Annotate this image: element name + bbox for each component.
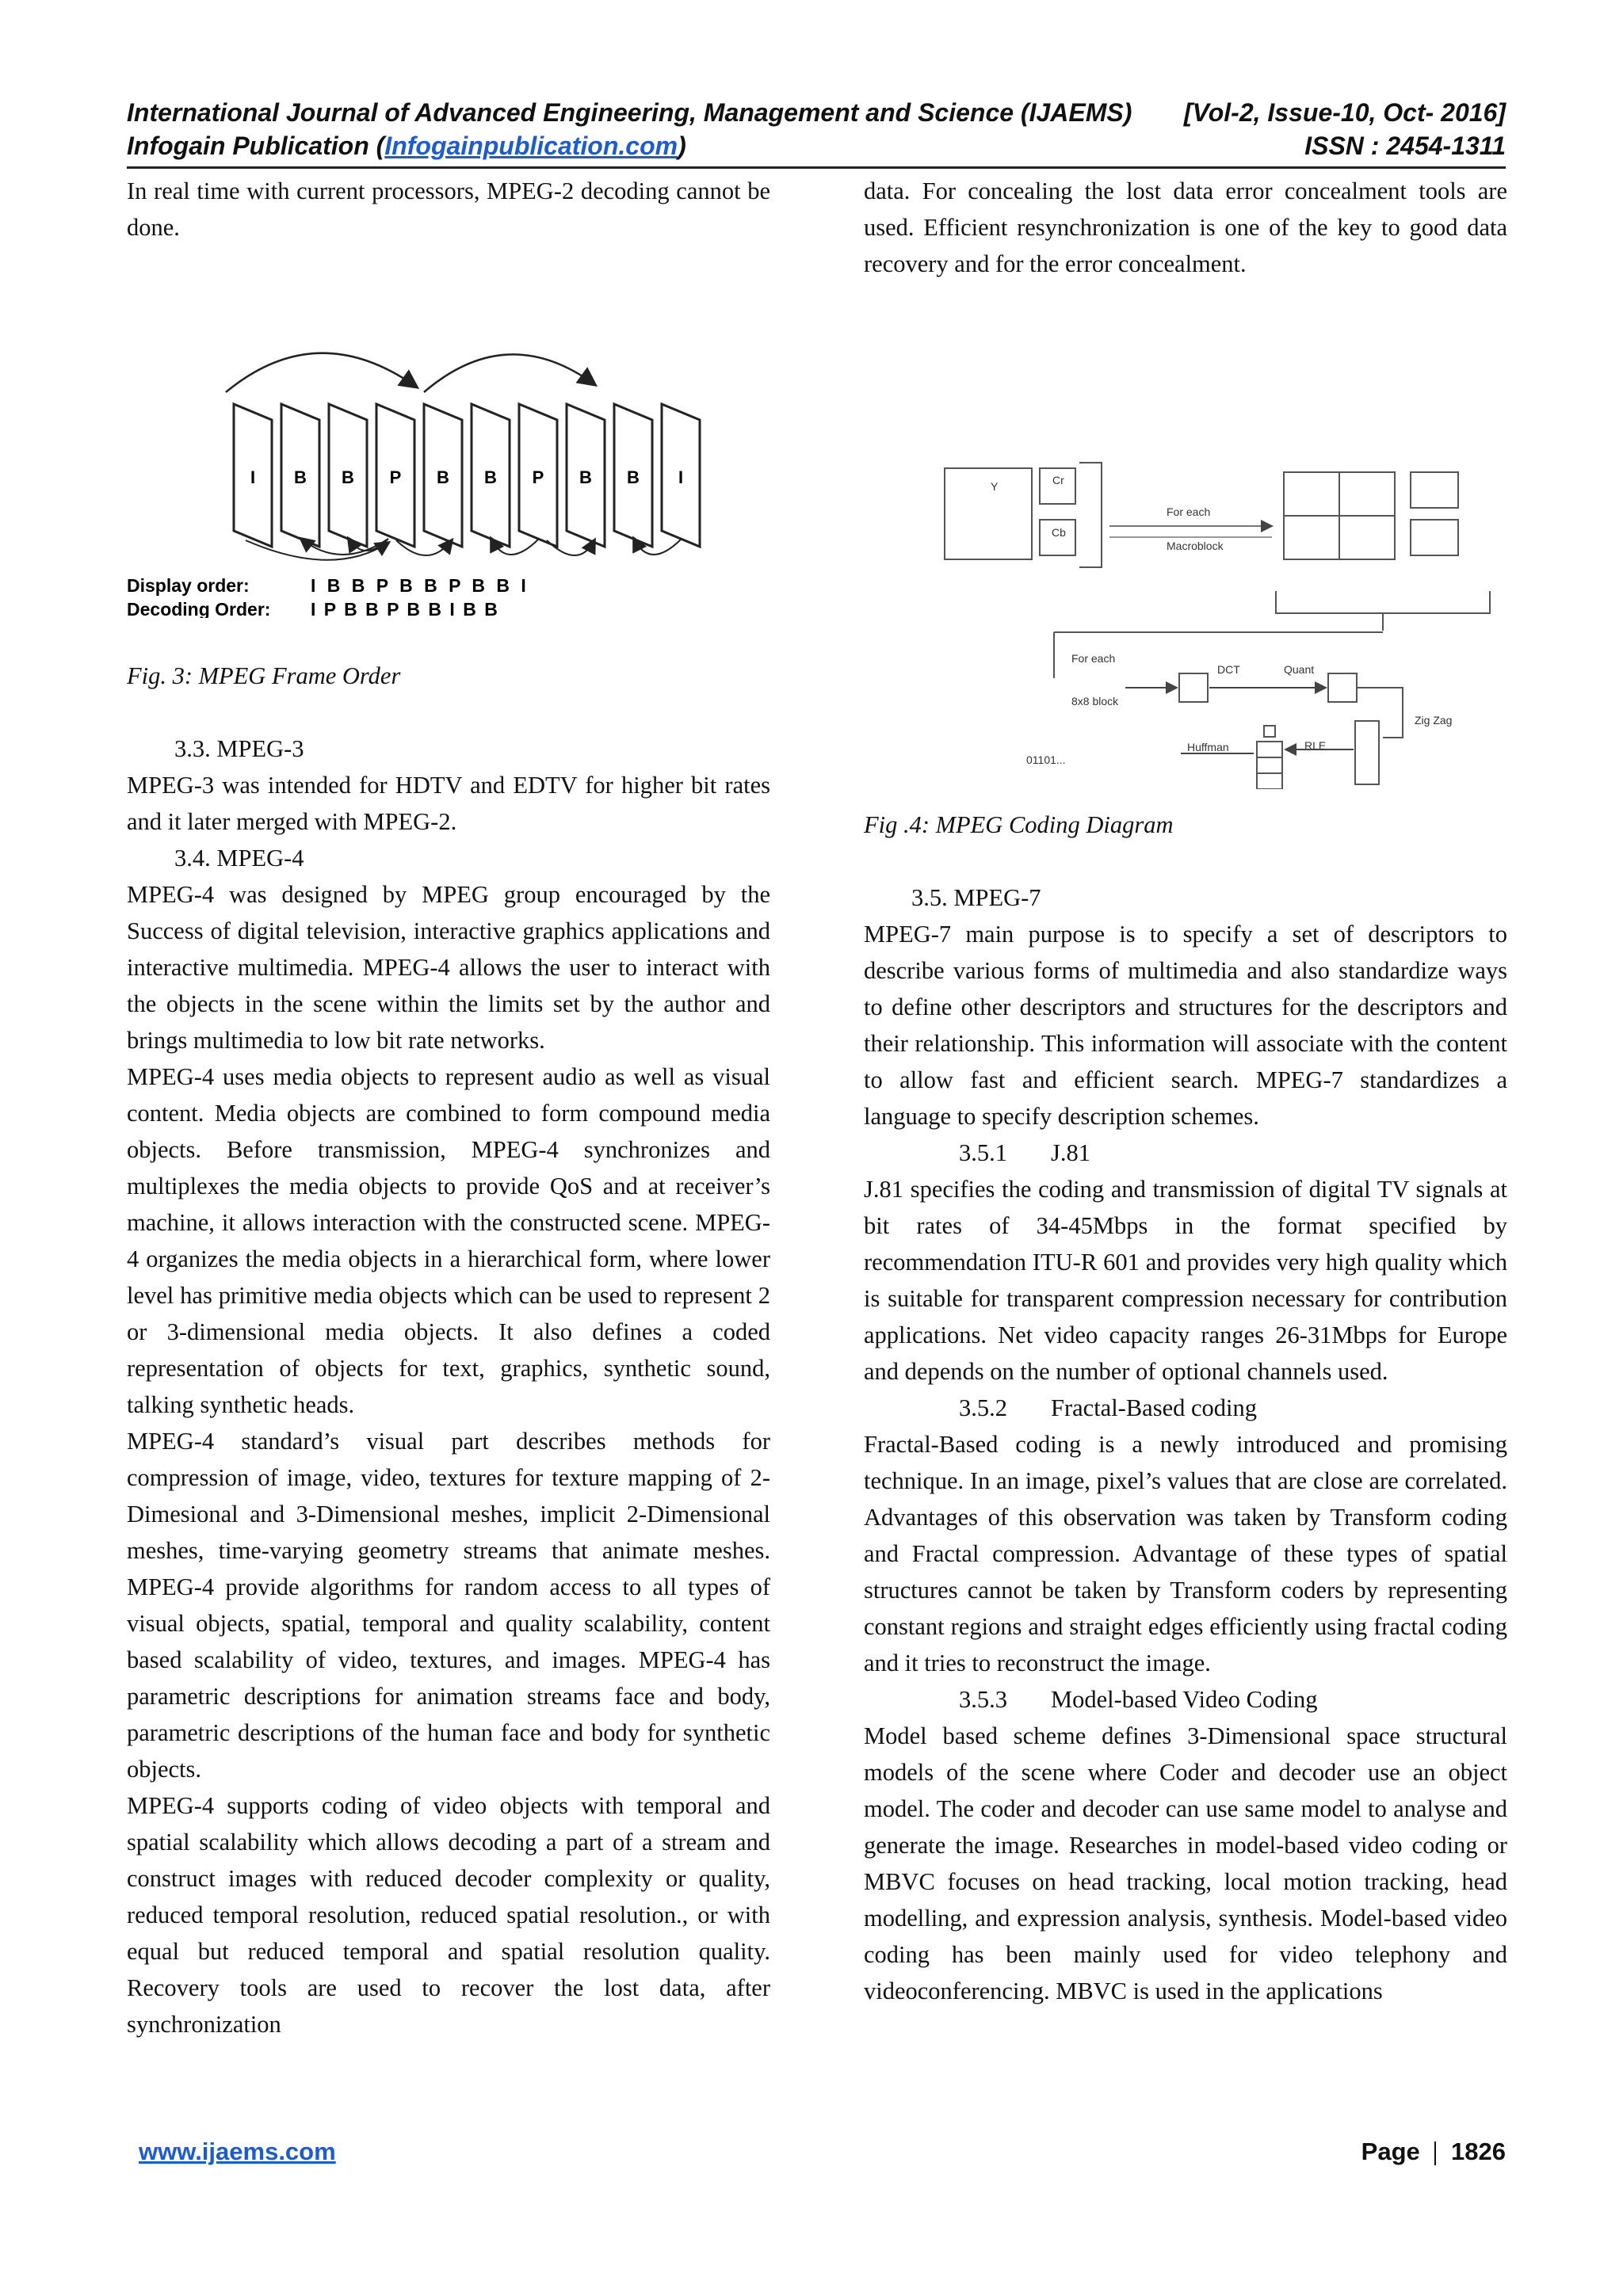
publisher-link[interactable]: Infogainpublication.com (384, 132, 678, 160)
label-cr: Cr (1052, 474, 1064, 486)
label-dct: DCT (1217, 663, 1240, 676)
frame-label: B (484, 467, 497, 487)
figure-3 (127, 246, 770, 658)
section-heading-3-5 (864, 879, 1507, 916)
mpeg-coding-diagram (864, 282, 1507, 789)
section-heading-3-5-1 (864, 1135, 1507, 1171)
figure-4-caption: Fig .4: MPEG Coding Diagram (864, 811, 1174, 838)
journal-title: International Journal of Advanced Engineering, Management and Science (IJAEMS) (127, 98, 1132, 127)
frame-label: B (294, 467, 307, 487)
paragraph: MPEG-4 uses media objects to represent audio as well as visual content. Media objects are combined to form compound media objects. Before transmission, MPEG-4 synchronizes and multiplexes the media objects to provide QoS and at receiver’s machine, it allows interaction with the constructed scene. MPEG-4 organizes the media objects in a hierarchical form, where lower level has primitive media objects which can be used to represent 2 or 3-dimensional media objects. It also defines a coded representation of objects for text, graphics, synthetic sound, talking synthetic heads. (127, 1063, 770, 1418)
frame-stack (234, 404, 700, 547)
label-quant: Quant (1284, 663, 1315, 676)
section-number: 3.5.1 (959, 1139, 1007, 1166)
running-header-line2 (127, 130, 1506, 162)
paragraph: MPEG-4 standard’s visual part describes methods for compression of image, video, textures for texture mapping of 2-Dimesional and 3-Dimensional meshes, implicit 2-Dimensional meshes, time-varying geometry streams that animate meshes. MPEG-4 provide algorithms for random access to all types of visual objects, spatial, temporal and quality scalability, content based scalability of video, textures, and images. MPEG-4 has parametric descriptions for animation streams face and body, parametric descriptions of the human face and body for synthetic objects. (127, 1428, 770, 1783)
publisher-prefix: Infogain Publication ( (127, 132, 385, 160)
decoding-order-sequence: I P B B P B B I B B (311, 599, 499, 618)
label-for-each-2: For each (1071, 652, 1116, 665)
display-order-label: Display order: (127, 575, 250, 596)
label-8x8-block: 8x8 block (1071, 695, 1119, 707)
paragraph: data. For concealing the lost data error concealment tools are used. Efficient resynchronization is one of the key to good data recovery and for the error concealment. (864, 177, 1507, 277)
left-column (127, 173, 770, 2042)
decoding-order-label: Decoding Order: (127, 599, 271, 618)
frame-label: I (250, 467, 256, 487)
paragraph: MPEG-7 main purpose is to specify a set of descriptors to describe various forms of multimedia and also standardize ways to define other descriptors and structures for the descriptors and their relationship. This information will associate with the content to allow fast and efficient search. MPEG-7 standardizes a language to specify description schemes. (864, 921, 1507, 1130)
paragraph: J.81 specifies the coding and transmission of digital TV signals at bit rates of 34-45Mbps in the format specified by recommendation ITU-R 601 and provides very high quality which is suitable for transparent compression necessary for contribution applications. Net video capacity ranges 26-31Mbps for Europe and depends on the number of optional channels used. (864, 1176, 1507, 1385)
frame-label: P (532, 467, 544, 487)
paragraph: MPEG-4 supports coding of video objects with temporal and spatial scalability which allows decoding a part of a stream and construct images with reduced decoder complexity or quality, reduced temporal resolution, reduced spatial resolution., or with equal but reduced temporal and spatial resolution quality. Recovery tools are used to recover the lost data, after synchronization (127, 1792, 770, 2038)
mpeg-frame-order-diagram (127, 246, 770, 618)
display-order-sequence: I B B P B B P B B I (311, 575, 529, 596)
footer-site-link[interactable]: www.ijaems.com (139, 2138, 336, 2165)
figure-4 (864, 282, 1507, 807)
paragraph: Fractal-Based coding is a newly introduced and promising technique. In an image, pixel’s values that are close are correlated. Advantages of this observation was taken by Transform coding and Fractal compression. Advantage of these types of spatial structures cannot be taken by Transform coders by representing constant regions and straight edges efficiently using fractal coding and it tries to reconstruct the image. (864, 1431, 1507, 1676)
section-title: MPEG-4 (216, 845, 304, 871)
section-title: MPEG-3 (216, 735, 304, 762)
section-number: 3.3. (174, 735, 211, 762)
figure-3-caption: Fig. 3: MPEG Frame Order (127, 662, 401, 689)
section-title: Model-based Video Coding (1051, 1686, 1318, 1713)
paragraph: Model based scheme defines 3-Dimensional space structural models of the scene where Coder and decoder use an object model. The coder and decoder can use same model to analyse and generate the image. Researches in model-based video coding or MBVC focuses on head tracking, local motion tracking, head modelling, and expression analysis, synthesis. Model-based video coding has been mainly used for video telephony and videoconferencing. MBVC is used in the applications (864, 1722, 1507, 2004)
label-huffman: Huffman (1187, 741, 1229, 753)
volume-info: [Vol-2, Issue-10, Oct- 2016] (1183, 98, 1506, 127)
frame-label: I (678, 467, 684, 487)
page-separator (1434, 2142, 1436, 2165)
running-header-line1 (127, 97, 1506, 128)
label-bitstream: 01101... (1026, 753, 1066, 766)
label-zigzag: Zig Zag (1415, 714, 1453, 727)
paragraph: MPEG-3 was intended for HDTV and EDTV for higher bit rates and it later merged with MPEG-2. (127, 772, 770, 835)
section-title: J.81 (1051, 1139, 1090, 1166)
header-rule (127, 166, 1506, 169)
section-heading-3-5-2 (864, 1390, 1507, 1426)
section-heading-3-4 (127, 840, 770, 876)
paragraph: MPEG-4 was designed by MPEG group encouraged by the Success of digital television, interactive graphics applications and interactive multimedia. MPEG-4 allows the user to interact with the objects in the scene within the limits set by the author and brings multimedia to low bit rate networks. (127, 881, 770, 1054)
frame-label: P (389, 467, 402, 487)
frame-label: B (342, 467, 354, 487)
issn: ISSN : 2454-1311 (1304, 132, 1506, 160)
label-y: Y (991, 480, 999, 493)
section-number: 3.5.3 (959, 1686, 1007, 1713)
section-heading-3-5-3 (864, 1681, 1507, 1718)
section-number: 3.4. (174, 845, 211, 871)
section-heading-3-3 (127, 730, 770, 767)
section-number: 3.5.2 (959, 1394, 1007, 1421)
publisher-suffix: ) (678, 132, 686, 160)
section-title: Fractal-Based coding (1051, 1394, 1258, 1421)
right-column (864, 173, 1507, 2009)
frame-label: B (579, 467, 592, 487)
label-cb: Cb (1052, 526, 1066, 539)
page-number: 1826 (1451, 2138, 1506, 2165)
label-rle: RLE (1304, 739, 1327, 752)
page-label: Page (1361, 2138, 1420, 2165)
label-macroblock: Macroblock (1167, 540, 1224, 552)
section-title: MPEG-7 (953, 884, 1041, 911)
frame-label: B (437, 467, 449, 487)
label-for-each: For each (1167, 505, 1211, 518)
section-number: 3.5. (911, 884, 948, 911)
footer-page-number (1361, 2138, 1506, 2166)
frame-label: B (627, 467, 640, 487)
paragraph: In real time with current processors, MPEG-2 decoding cannot be done. (127, 177, 770, 241)
